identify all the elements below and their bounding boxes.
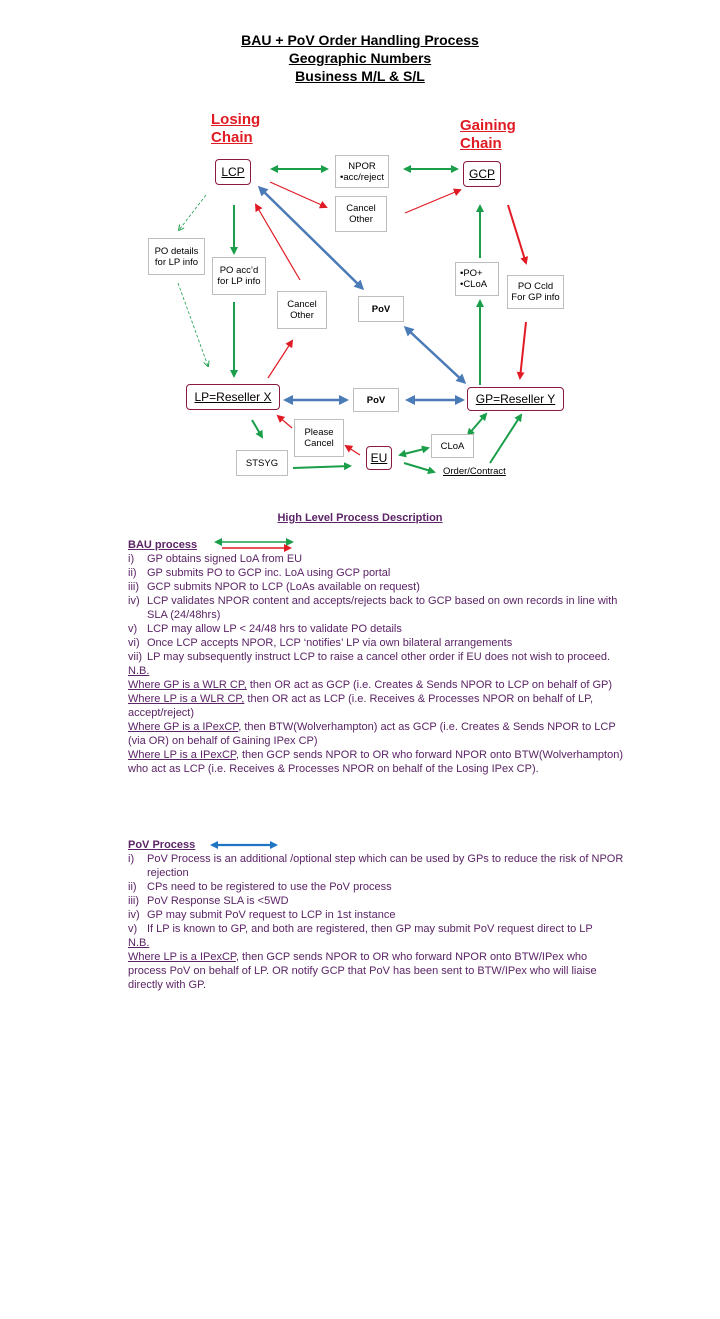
bau-section <box>128 538 628 776</box>
bau-note <box>128 748 628 776</box>
order-contract-label: Order/Contract <box>443 466 506 477</box>
list-item <box>128 908 628 922</box>
box-po-details-line-1: PO details <box>154 245 199 257</box>
node-gcp-label: GCP <box>468 167 495 181</box>
box-po-accd <box>212 257 266 295</box>
arrow-eu-cloa <box>400 448 428 455</box>
arrow-poccld-gp <box>520 322 526 378</box>
list-item <box>128 622 628 636</box>
item-number: iv) <box>128 595 140 607</box>
losing-chain-label <box>211 111 260 147</box>
item-text: PoV Process is an additional /optional step which can be used by GPs to reduce the risk of NPOR rejection <box>147 853 624 879</box>
box-pov-center <box>358 296 404 322</box>
list-item <box>128 852 628 880</box>
item-text: GP submits PO to GCP inc. LoA using GCP portal <box>147 567 391 579</box>
bau-nb: N.B. <box>128 665 150 677</box>
bau-list <box>128 552 628 664</box>
box-po-details-line-2: for LP info <box>154 256 199 268</box>
note-lead: Where LP is a IPexCP <box>128 749 236 761</box>
note-text: then OR act as GCP (i.e. Creates & Sends NPOR to LCP on behalf of GP) <box>246 679 613 691</box>
item-text: LCP may allow LP < 24/48 hrs to validate PO details <box>147 623 402 635</box>
item-number: iii) <box>128 895 139 907</box>
box-pov-center-label: PoV <box>371 303 391 315</box>
box-po-ccld-line-1: PO Ccld <box>517 281 554 292</box>
bau-title: BAU process <box>128 539 198 551</box>
losing-chain-line-1: Losing <box>211 111 261 128</box>
arrow-lp-cancelmid <box>268 341 292 378</box>
item-number: vii) <box>128 651 143 663</box>
box-po-cloa-line-1: •PO+ <box>460 268 483 279</box>
box-cancel-mid-line-1: Cancel <box>287 299 317 310</box>
arrow-eu-order <box>404 463 434 472</box>
note-lead: Where GP is a IPexCP <box>128 721 239 733</box>
bau-note <box>128 678 628 692</box>
arrow-pov-gp <box>406 328 464 382</box>
item-number: vi) <box>128 637 140 649</box>
item-number: i) <box>128 853 135 865</box>
item-text: GP may submit PoV request to LCP in 1st instance <box>147 909 396 921</box>
box-po-accd-line-1: PO acc’d <box>219 265 259 276</box>
arrow-order-gp <box>490 415 521 463</box>
box-cancel-top-line-2: Other <box>349 214 373 225</box>
arrow-stsyg-eu <box>293 466 350 468</box>
box-please-cancel-line-2: Cancel <box>304 438 334 449</box>
item-text: LP may subsequently instruct LCP to raise a cancel other order if EU does not wish to proceed. <box>147 651 611 663</box>
list-item <box>128 552 628 566</box>
item-number: ii) <box>128 567 137 579</box>
note-text: , then GCP sends NPOR to OR who forward NPOR onto BTW(Wolverhampton) who act as LCP (i.e. Receives & Processes NPOR on behalf of the Losing IPex CP). <box>128 749 624 775</box>
gaining-chain-label <box>460 117 516 153</box>
list-item <box>128 580 628 594</box>
item-number: iii) <box>128 581 139 593</box>
node-lp-reseller <box>186 384 280 410</box>
description-heading: High Level Process Description <box>277 512 443 524</box>
item-text: Once LCP accepts NPOR, LCP ‘notifies’ LP via own bilateral arrangements <box>147 637 513 649</box>
title-line-1: BAU + PoV Order Handling Process <box>241 32 479 48</box>
item-text: CPs need to be registered to use the PoV process <box>147 881 392 893</box>
item-number: i) <box>128 553 135 565</box>
item-text: LCP validates NPOR content and accepts/rejects back to GCP based on own records in line with SLA (24/48hrs) <box>147 595 618 621</box>
gaining-chain-line-1: Gaining <box>460 117 516 134</box>
arrow-eu-pleasecancel <box>346 446 360 455</box>
node-eu <box>366 446 392 470</box>
arrow-dotted-lcp-podetails <box>179 195 206 230</box>
list-item <box>128 566 628 580</box>
node-lp-reseller-label: LP=Reseller X <box>194 390 272 404</box>
pov-title: PoV Process <box>128 839 196 851</box>
box-po-cloa <box>455 262 499 296</box>
process-diagram <box>0 0 720 500</box>
item-text: If LP is known to GP, and both are registered, then GP may submit PoV request direct to LP <box>147 923 593 935</box>
box-cloa-label: CLoA <box>440 440 465 452</box>
box-cancel-other-mid <box>277 291 327 329</box>
item-number: v) <box>128 623 138 635</box>
item-number: iv) <box>128 909 140 921</box>
list-item <box>128 880 628 894</box>
box-po-accd-line-2: for LP info <box>217 276 261 287</box>
box-stsyg <box>236 450 288 476</box>
pov-section <box>128 838 628 992</box>
gaining-chain-line-2: Chain <box>460 135 502 152</box>
arrow-pleasecancel-lp <box>278 416 292 428</box>
title-line-3: Business M/L & S/L <box>295 68 425 84</box>
title-line-2: Geographic Numbers <box>288 50 432 66</box>
box-please-cancel-line-1: Please <box>304 427 334 438</box>
note-text: , then BTW(Wolverhampton) act as GCP (i.e. Creates & Sends NPOR to LCP (via OR) on behalf of Gaining IPex CP) <box>128 721 616 747</box>
pov-note <box>128 950 628 992</box>
item-number: v) <box>128 923 138 935</box>
box-please-cancel <box>294 419 344 457</box>
box-npor-line-2: •acc/reject <box>340 171 384 183</box>
item-text: PoV Response SLA is <5WD <box>147 895 289 907</box>
box-cancel-other-top <box>335 196 387 232</box>
box-stsyg-label: STSYG <box>245 457 279 469</box>
box-cancel-mid-line-2: Other <box>290 310 314 321</box>
bau-note <box>128 692 628 720</box>
box-po-details <box>148 238 205 275</box>
box-npor-line-1: NPOR <box>348 160 376 172</box>
node-gp-reseller-label: GP=Reseller Y <box>475 392 556 406</box>
arrow-lp-stsyg <box>252 420 262 437</box>
pov-nb: N.B. <box>128 937 150 949</box>
arrow-cancel-gcp <box>405 190 460 213</box>
note-text: , then GCP sends NPOR to OR who forward NPOR onto BTW/IPex who process PoV on behalf of LP. OR notify GCP that PoV has been sent to BTW/IPex who will liaise directly with GP. <box>128 951 597 991</box>
box-cloa <box>431 434 474 458</box>
box-po-ccld <box>507 275 564 309</box>
arrow-dotted-podetails-lp <box>178 283 208 366</box>
item-text: GP obtains signed LoA from EU <box>147 553 303 565</box>
box-cancel-top-line-1: Cancel <box>346 203 376 214</box>
losing-chain-line-2: Chain <box>211 129 253 146</box>
box-pov-bottom-label: PoV <box>366 394 386 406</box>
list-item <box>128 650 628 664</box>
box-pov-bottom <box>353 388 399 412</box>
item-number: ii) <box>128 881 137 893</box>
arrow-cloa-gp <box>468 414 486 435</box>
list-item <box>128 922 628 936</box>
node-gp-reseller <box>467 387 564 411</box>
item-text: GCP submits NPOR to LCP (LoAs available on request) <box>147 581 420 593</box>
arrow-gcp-poccld <box>508 205 526 263</box>
arrow-lcp-cancel <box>270 182 326 207</box>
node-gcp <box>463 161 501 187</box>
pov-list <box>128 852 628 936</box>
list-item <box>128 636 628 650</box>
note-lead: Where LP is a IPexCP <box>128 951 236 963</box>
note-lead: Where GP is a WLR CP, <box>128 679 247 691</box>
box-po-cloa-line-2: •CLoA <box>460 279 488 290</box>
bau-note <box>128 720 628 748</box>
node-lcp-label: LCP <box>221 165 245 179</box>
list-item <box>128 894 628 908</box>
box-npor <box>335 155 389 188</box>
node-eu-label: EU <box>370 451 388 465</box>
note-lead: Where LP is a WLR CP, <box>128 693 245 705</box>
note-text: then OR act as LCP (i.e. Receives & Processes NPOR on behalf of LP, accept/reject) <box>128 693 594 719</box>
node-lcp <box>215 159 251 185</box>
list-item <box>128 594 628 622</box>
box-po-ccld-line-2: For GP info <box>511 292 560 303</box>
